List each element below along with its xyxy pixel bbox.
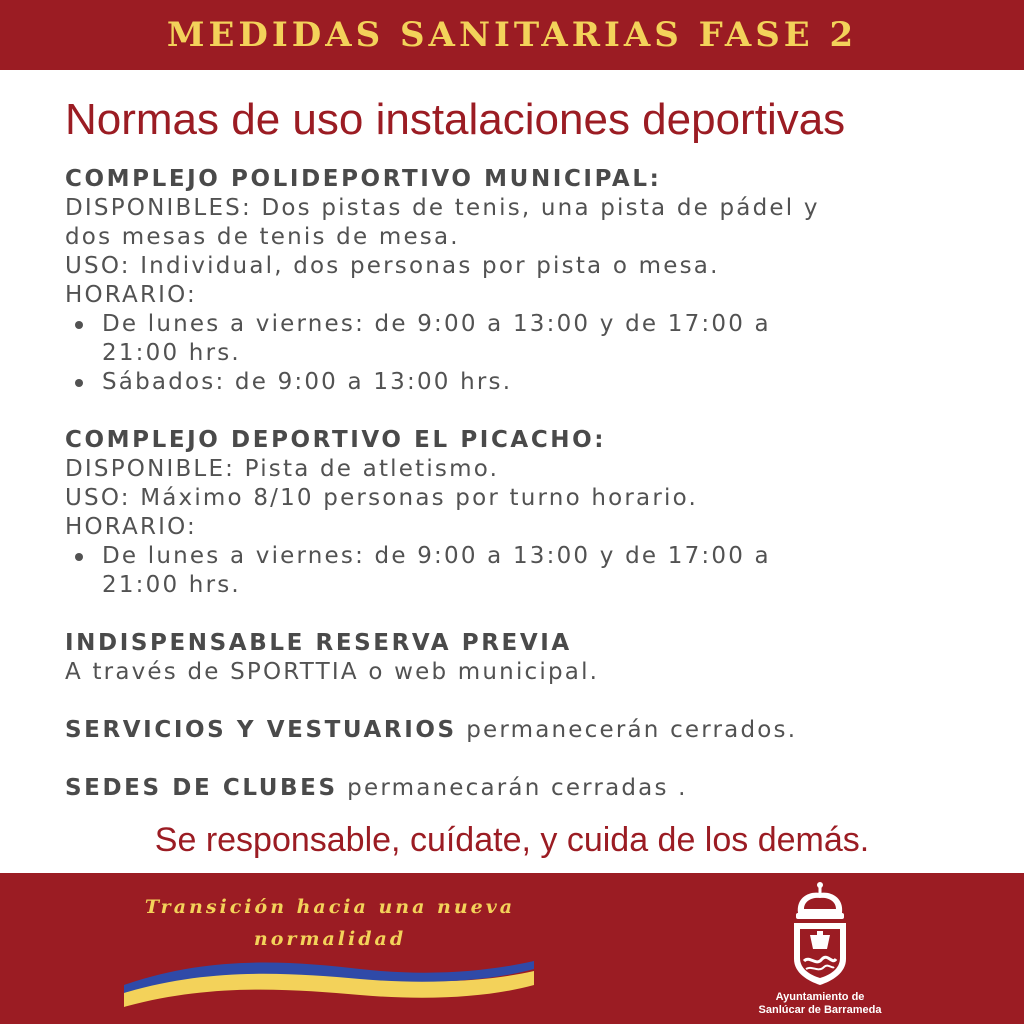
sedes-heading: SEDES DE CLUBES (65, 775, 338, 801)
page-title: Normas de uso instalaciones deportivas (65, 95, 846, 144)
section-heading-picacho: COMPLEJO DEPORTIVO EL PICACHO: (65, 427, 607, 453)
horario-list (65, 310, 985, 397)
slogan: Se responsable, cuídate, y cuida de los demás. (154, 821, 870, 859)
logo-caption (730, 991, 910, 1017)
horario-label: HORARIO: (65, 514, 197, 540)
flag-waves-icon (120, 951, 540, 1011)
header-title: MEDIDAS SANITARIAS FASE 2 (166, 15, 858, 55)
disponible-line: DISPONIBLE: Pista de atletismo. (65, 456, 500, 482)
coat-of-arms-icon (770, 879, 870, 989)
list-item (65, 310, 985, 368)
uso-line: USO: Individual, dos personas por pista o mesa. (65, 253, 720, 279)
section-heading-reserva: INDISPENSABLE RESERVA PREVIA (65, 630, 572, 656)
footer-tagline-line: Transición hacia una nueva (144, 896, 516, 918)
bullet-icon (75, 321, 83, 329)
reserva-text: A través de SPORTTIA o web municipal. (65, 659, 600, 685)
list-item-text: De lunes a viernes: de 9:00 a 13:00 y de 17:00 a (102, 543, 771, 569)
servicios-line (65, 716, 985, 745)
bullet-icon (75, 379, 83, 387)
sedes-line (65, 774, 985, 803)
logo-caption-line: Ayuntamiento de (775, 991, 865, 1003)
horario-list (65, 542, 985, 600)
header-banner (0, 0, 1024, 70)
disponibles-line: DISPONIBLES: Dos pistas de tenis, una pista de pádel y (65, 195, 820, 221)
uso-line: USO: Máximo 8/10 personas por turno horario. (65, 485, 698, 511)
list-item-text-cont: 21:00 hrs. (102, 572, 241, 598)
list-item-text: Sábados: de 9:00 a 13:00 hrs. (102, 369, 513, 395)
list-item-text: De lunes a viernes: de 9:00 a 13:00 y de 17:00 a (102, 311, 771, 337)
sedes-text: permanecarán cerradas . (337, 775, 688, 801)
disponibles-line-cont: dos mesas de tenis de mesa. (65, 224, 460, 250)
rules-content (65, 165, 985, 803)
footer-banner (0, 873, 1024, 1024)
servicios-heading: SERVICIOS Y VESTUARIOS (65, 717, 457, 743)
footer-tagline (120, 891, 540, 955)
servicios-text: permanecerán cerrados. (456, 717, 798, 743)
section-heading-polideportivo: COMPLEJO POLIDEPORTIVO MUNICIPAL: (65, 166, 662, 192)
list-item-text-cont: 21:00 hrs. (102, 340, 241, 366)
footer-tagline-line: normalidad (253, 928, 407, 950)
list-item (65, 368, 985, 397)
list-item (65, 542, 985, 600)
horario-label: HORARIO: (65, 282, 197, 308)
bullet-icon (75, 553, 83, 561)
logo-caption-line: Sanlúcar de Barrameda (758, 1004, 882, 1016)
